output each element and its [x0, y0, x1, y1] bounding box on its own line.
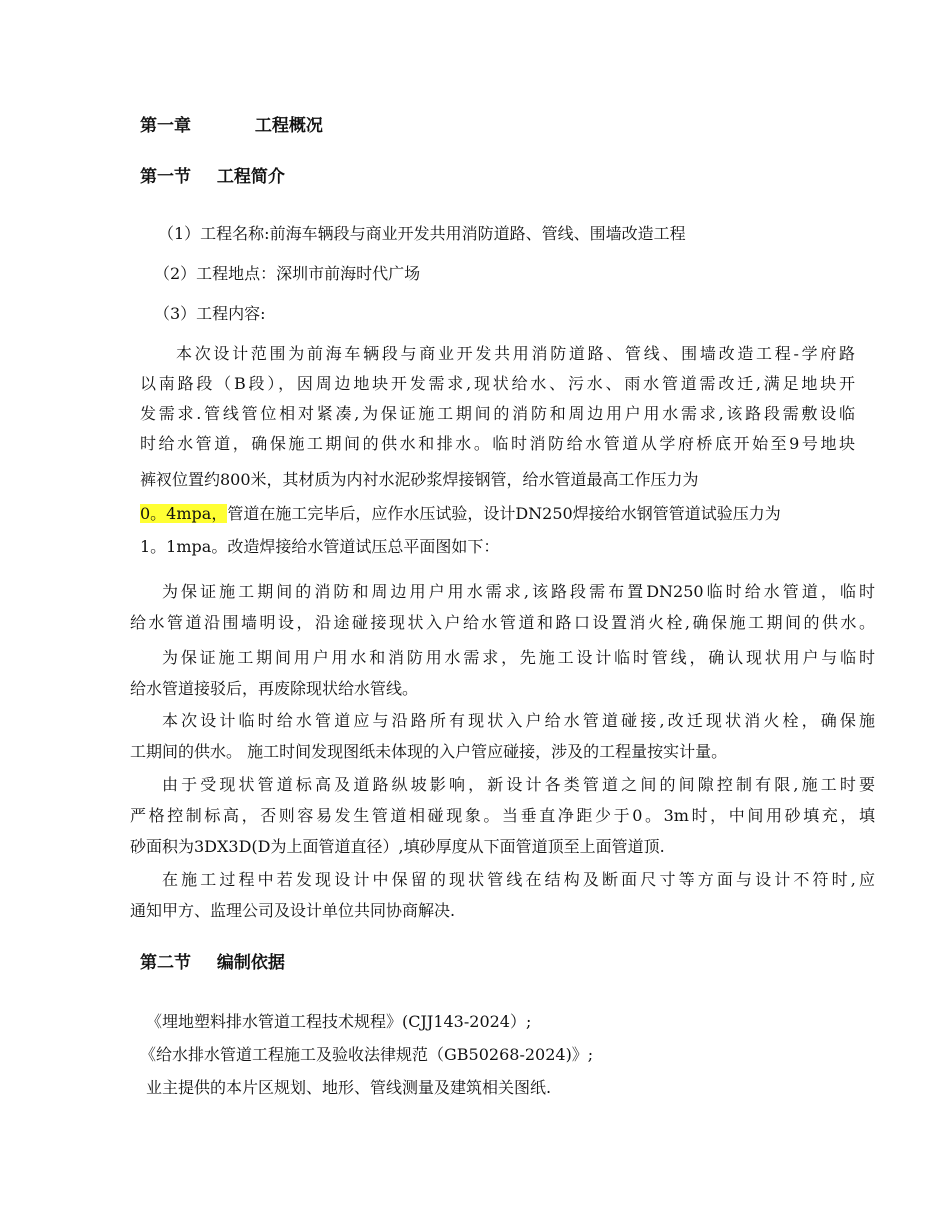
paragraph-line: 工期间的供水。 施工时间发现图纸未体现的入户管应碰接，涉及的工程量按实计量。 [130, 742, 728, 761]
section-title: 工程简介 [216, 167, 285, 187]
section-heading-1 [140, 166, 285, 188]
content-line: 本次设计范围为前海车辆段与商业开发共用消防道路、管线、围墙改造工程-学府路 [176, 344, 855, 363]
chapter-title: 工程概况 [254, 116, 323, 136]
paragraph-line: 为保证施工期间用户用水和消防用水需求，先施工设计临时管线，确认现状用户与临时 [162, 648, 875, 667]
chapter-number: 第一章 [140, 116, 191, 136]
highlighted-pressure: 0。4mpa， [140, 504, 228, 523]
basis-item: 《埋地塑料排水管道工程技术规程》(CJJ143-2024）; [146, 1012, 532, 1031]
content-line: 0。4mpa，管道在施工完毕后，应作水压试验，设计DN250焊接给水钢管管道试验压力为 [140, 504, 781, 523]
project-name: （1）工程名称:前海车辆段与商业开发共用消防道路、管线、围墙改造工程 [158, 224, 686, 243]
project-location: （2）工程地点：深圳市前海时代广场 [154, 264, 421, 283]
content-line: 1。1mpa。改造焊接给水管道试压总平面图如下： [140, 537, 500, 556]
paragraph-line: 通知甲方、监理公司及设计单位共同协商解决. [130, 901, 456, 920]
content-line: 以南路段（B段），因周边地块开发需求,现状给水、污水、雨水管道需改迁,满足地块开 [140, 374, 855, 393]
content-line: 发需求.管线管位相对紧凑,为保证施工期间的消防和周边用户用水需求,该路段需敷设临 [140, 404, 855, 423]
content-line: 裤衩位置约800米，其材质为内衬水泥砂浆焊接钢管，给水管道最高工作压力为 [140, 470, 699, 489]
paragraph-line: 由于受现状管道标高及道路纵坡影响，新设计各类管道之间的间隙控制有限,施工时要 [162, 775, 875, 794]
section-number: 第二节 [140, 953, 191, 973]
section-number: 第一节 [140, 167, 191, 187]
content-line: 时给水管道，确保施工期间的供水和排水。临时消防给水管道从学府桥底开始至9号地块 [140, 434, 855, 453]
chapter-heading [140, 115, 323, 137]
paragraph-line: 为保证施工期间的消防和周边用户用水需求,该路段需布置DN250临时给水管道，临时 [162, 582, 875, 601]
paragraph-line: 砂面积为3DX3D(D为上面管道直径）,填砂厚度从下面管道顶至上面管道顶. [130, 837, 665, 856]
basis-item: 业主提供的本片区规划、地形、管线测量及建筑相关图纸. [146, 1078, 552, 1097]
paragraph-line: 在施工过程中若发现设计中保留的现状管线在结构及断面尺寸等方面与设计不符时,应 [162, 870, 875, 889]
paragraph-line: 严格控制标高，否则容易发生管道相碰现象。当垂直净距少于0。3m时，中间用砂填充，填 [130, 806, 875, 825]
section-title: 编制依据 [216, 953, 285, 973]
project-content-label: （3）工程内容: [154, 304, 266, 323]
paragraph-line: 给水管道沿围墙明设，沿途碰接现状入户给水管道和路口设置消火栓,确保施工期间的供水。 [130, 613, 875, 632]
paragraph-line: 本次设计临时给水管道应与沿路所有现状入户给水管道碰接,改迁现状消火栓，确保施 [162, 711, 875, 730]
paragraph-line: 给水管道接驳后，再废除现状给水管线。 [130, 679, 419, 698]
basis-item: 《给水排水管道工程施工及验收法律规范（GB50268-2024)》; [140, 1045, 594, 1064]
section-heading-2 [140, 952, 285, 974]
